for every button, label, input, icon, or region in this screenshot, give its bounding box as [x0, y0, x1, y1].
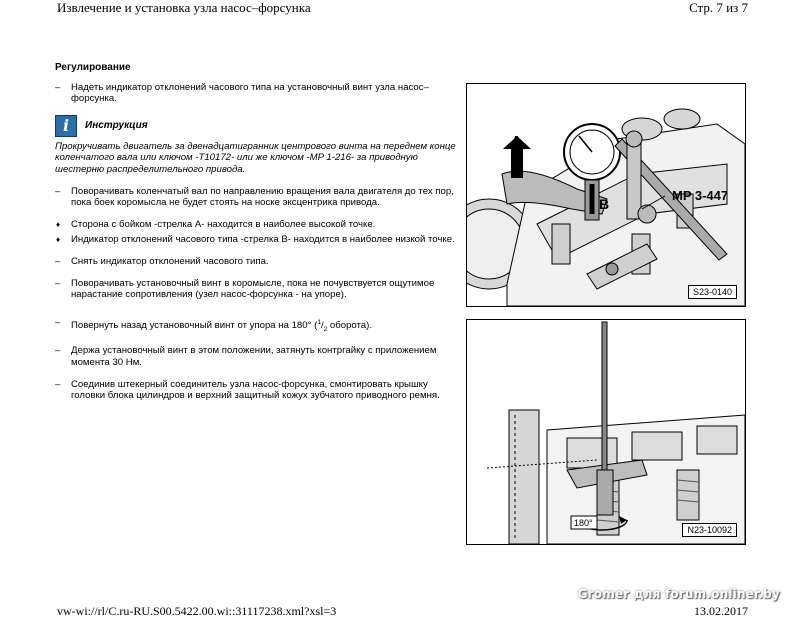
step-text: Поворачивать установочный винт в коромысле, пока не почувствуется ощутимое нарастание сопротивления (узел насос-форсунка - на упоре). [71, 277, 435, 301]
note-text: Прокручивать двигатель за двенадцатигранник центрового винта на переднем конце коленчатого вала или ключом -T10172- или же ключом -MP 1-216- за приводную шестерню распределительного привода. [55, 140, 456, 175]
header-title: Извлечение и установка узла насос–форсунка [57, 0, 311, 15]
step-text: Надеть индикатор отклонений часового типа на установочный винт узла насос–форсунка. [71, 81, 429, 105]
footer-date: 13.02.2017 [694, 604, 748, 618]
figure-code: S23-0140 [688, 285, 737, 299]
dash-marker: – [55, 255, 61, 267]
dash-marker: – [55, 378, 61, 390]
section-title: Регулирование [55, 62, 131, 73]
note-title: Инструкция [85, 119, 148, 131]
label-a: A [511, 133, 522, 150]
label-b: B [599, 196, 610, 212]
dash-marker: – [55, 316, 61, 328]
dash-marker: – [55, 81, 61, 93]
step-text: Поворачивать коленчатый вал по направлению вращения вала двигателя до тех пор, пока боек коромысла не будет стоять на носке эксцентрика привода. [71, 185, 454, 209]
tool-label: MP 3-447 [672, 188, 729, 203]
dash-marker: – [55, 345, 61, 357]
dash-marker: – [55, 185, 61, 197]
step-1 [55, 82, 460, 105]
step-5 [55, 317, 460, 336]
step-text: Соединив штекерный соединитель узла насос-форсунка, смонтировать крышку головки блока цилиндров и верхний защитный кожух зубчатого приводного ремня. [71, 378, 440, 402]
diamond-marker: ♦ [56, 219, 61, 229]
bullet-text: Индикатор отклонений часового типа -стрелка B- находится в наиболее низкой точке. [71, 234, 455, 246]
info-icon: i [55, 115, 77, 137]
bullet-item [55, 219, 460, 231]
step-6 [55, 345, 460, 368]
figure-adjusting-screw [466, 319, 746, 545]
step-3 [55, 256, 460, 268]
instructions [55, 62, 460, 412]
dash-marker: – [55, 277, 61, 289]
step-text: Держа установочный винт в этом положении, затянуть контргайку с приложением момента 30 Нм. [71, 345, 437, 368]
note-header [55, 115, 460, 137]
footer-url: vw-wi://rl/C.ru-RU.S00.5422.00.wi::31117238.xml?xsl=3 [57, 604, 337, 618]
step-7 [55, 379, 460, 402]
step-4 [55, 278, 460, 301]
figure-dial-indicator [466, 83, 746, 307]
step-text: Повернуть назад установочный винт от упора на 180° ($^1/_2$ оборота). [71, 318, 373, 333]
angle-label: 180° [574, 518, 593, 528]
bullet-text: Сторона с бойком -стрелка A- находится в наиболее высокой точке. [71, 218, 376, 230]
watermark: Gromer для forum.onliner.by [577, 587, 780, 601]
engine-illustration-1 [467, 84, 745, 306]
page-number: Стр. 7 из 7 [689, 0, 748, 15]
step-2 [55, 186, 460, 209]
bullet-item [55, 234, 460, 246]
diamond-marker: ♦ [56, 235, 61, 245]
step-text: Снять индикатор отклонений часового типа. [71, 255, 269, 267]
engine-illustration-2 [467, 320, 745, 544]
figure-code: N23-10092 [682, 523, 737, 537]
